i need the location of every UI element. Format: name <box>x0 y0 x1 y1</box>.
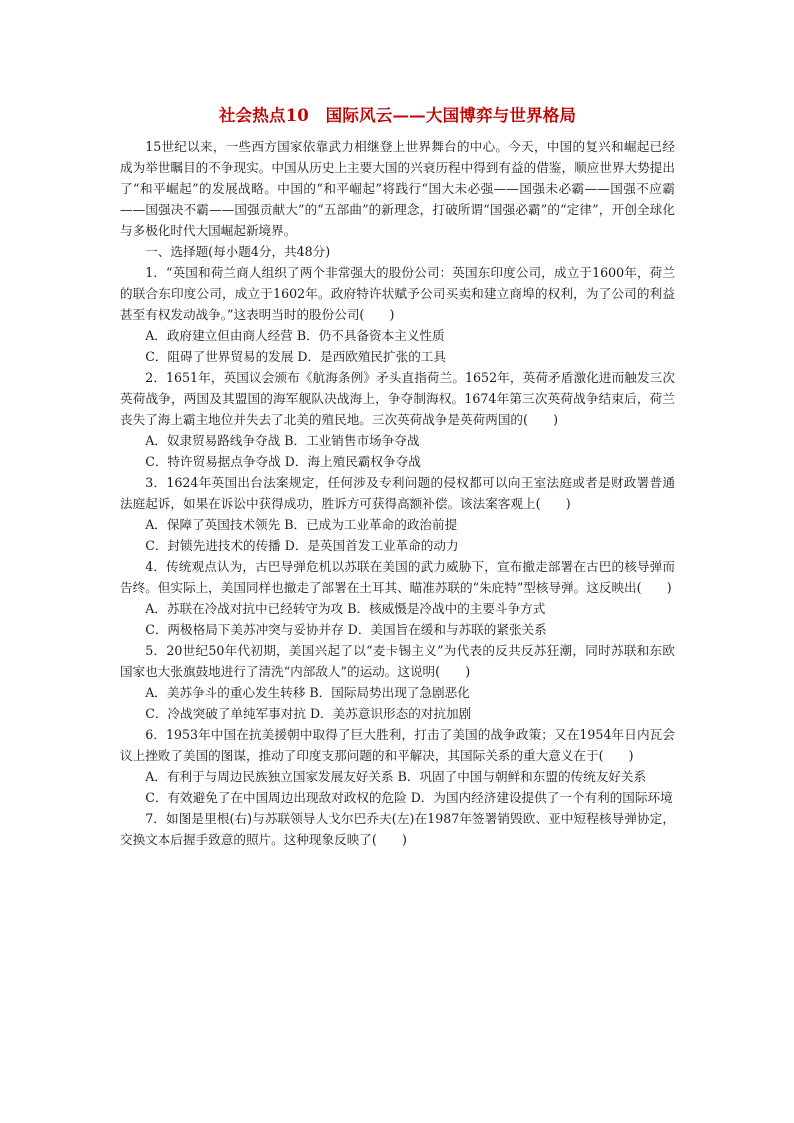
question-1-options-cd: C．阻碍了世界贸易的发展 D．是西欧殖民扩张的工具 <box>145 349 446 364</box>
question-2-stem: 2．1651年，英国议会颁布《航海条例》矛头直指荷兰。1652年，英荷矛盾激化进而触发三次英荷战争，两国及其盟国的海军舰队决战海上，争夺制海权。1674年第三次英荷战争结束后，荷兰丧失了海上霸主地位并失去了北美的殖民地。三次英荷战争是英荷两国的( ) <box>120 370 675 427</box>
question-1-stem: 1．“英国和荷兰商人组织了两个非常强大的股份公司：英国东印度公司，成立于1600年，荷兰的联合东印度公司，成立于1602年。政府特许状赋予公司买卖和建立商埠的权利，为了公司的利益甚至有权发动战争。”这表明当时的股份公司( ) <box>120 265 675 322</box>
question-3-options-ab: A．保障了英国技术领先 B．已成为工业革命的政治前提 <box>145 517 458 532</box>
question-4-options-ab: A．苏联在冷战对抗中已经转守为攻 B．核威慑是冷战中的主要斗争方式 <box>145 601 546 616</box>
page-title: 社会热点10 国际风云——大国博弈与世界格局 <box>218 106 577 125</box>
intro-paragraph: 15世纪以来，一些西方国家依靠武力相继登上世界舞台的中心。今天，中国的复兴和崛起已经成为举世瞩目的不争现实。中国从历史上主要大国的兴衰历程中得到有益的借鉴，顺应世界大势提出了“和平崛起”的发展战略。中国的“和平崛起”将践行“国大未必强——国强未必霸——国强不应霸——国强决不霸——国强贡献大”的“五部曲”的新理念，打破所谓“国强必霸”的“定律”，开创全球化与多极化时代大国崛起新境界。 <box>120 139 675 238</box>
question-5-options-ab: A．美苏争斗的重心发生转移 B．国际局势出现了急剧恶化 <box>145 685 470 700</box>
question-3-stem: 3．1624年英国出台法案规定，任何涉及专利问题的侵权都可以向王室法庭或者是财政署普通法庭起诉，如果在诉讼中获得成功，胜诉方可获得高额补偿。该法案客观上( ) <box>120 475 675 511</box>
question-2-options-ab: A．奴隶贸易路线争夺战 B．工业销售市场争夺战 <box>145 433 420 448</box>
question-6-options-ab: A．有利于与周边民族独立国家发展友好关系 B．巩固了中国与朝鲜和东盟的传统友好关系 <box>145 769 647 784</box>
question-7-stem: 7．如图是里根(右)与苏联领导人戈尔巴乔夫(左)在1987年签署销毁欧、亚中短程核导弹协定，交换文本后握手致意的照片。这种现象反映了( ) <box>120 811 675 847</box>
question-6-options-cd: C．有效避免了在中国周边出现敌对政权的危险 D．为国内经济建设提供了一个有利的国际环境 <box>145 790 673 805</box>
question-1-options-ab: A．政府建立但由商人经营 B．仍不具备资本主义性质 <box>145 328 445 343</box>
question-5-options-cd: C．冷战突破了单纯军事对抗 D．美苏意识形态的对抗加剧 <box>145 706 472 721</box>
section-heading: 一、选择题(每小题4分，共48分) <box>145 244 331 259</box>
question-4-options-cd: C．两极格局下美苏冲突与妥协并存 D．美国旨在缓和与苏联的紧张关系 <box>145 622 547 637</box>
question-3-options-cd: C．封锁先进技术的传播 D．是英国首发工业革命的动力 <box>145 538 459 553</box>
question-6-stem: 6．1953年中国在抗美援朝中取得了巨大胜利，打击了美国的战争政策；又在1954年日内瓦会议上挫败了美国的图谋，推动了印度支那问题的和平解决，其国际关系的重大意义在于( ) <box>120 727 675 763</box>
question-4-stem: 4．传统观点认为，古巴导弹危机以苏联在美国的武力威胁下，宣布撤走部署在古巴的核导弹而告终。但实际上，美国同样也撤走了部署在土耳其、瞄准苏联的“朱庇特”型核导弹。这反映出( ) <box>120 559 675 595</box>
document-body <box>120 136 675 850</box>
question-5-stem: 5．20世纪50年代初期，美国兴起了以“麦卡锡主义”为代表的反共反苏狂潮，同时苏联和东欧国家也大张旗鼓地进行了清洗“内部敌人”的运动。这说明( ) <box>120 643 675 679</box>
question-2-options-cd: C．特许贸易据点争夺战 D．海上殖民霸权争夺战 <box>145 454 421 469</box>
